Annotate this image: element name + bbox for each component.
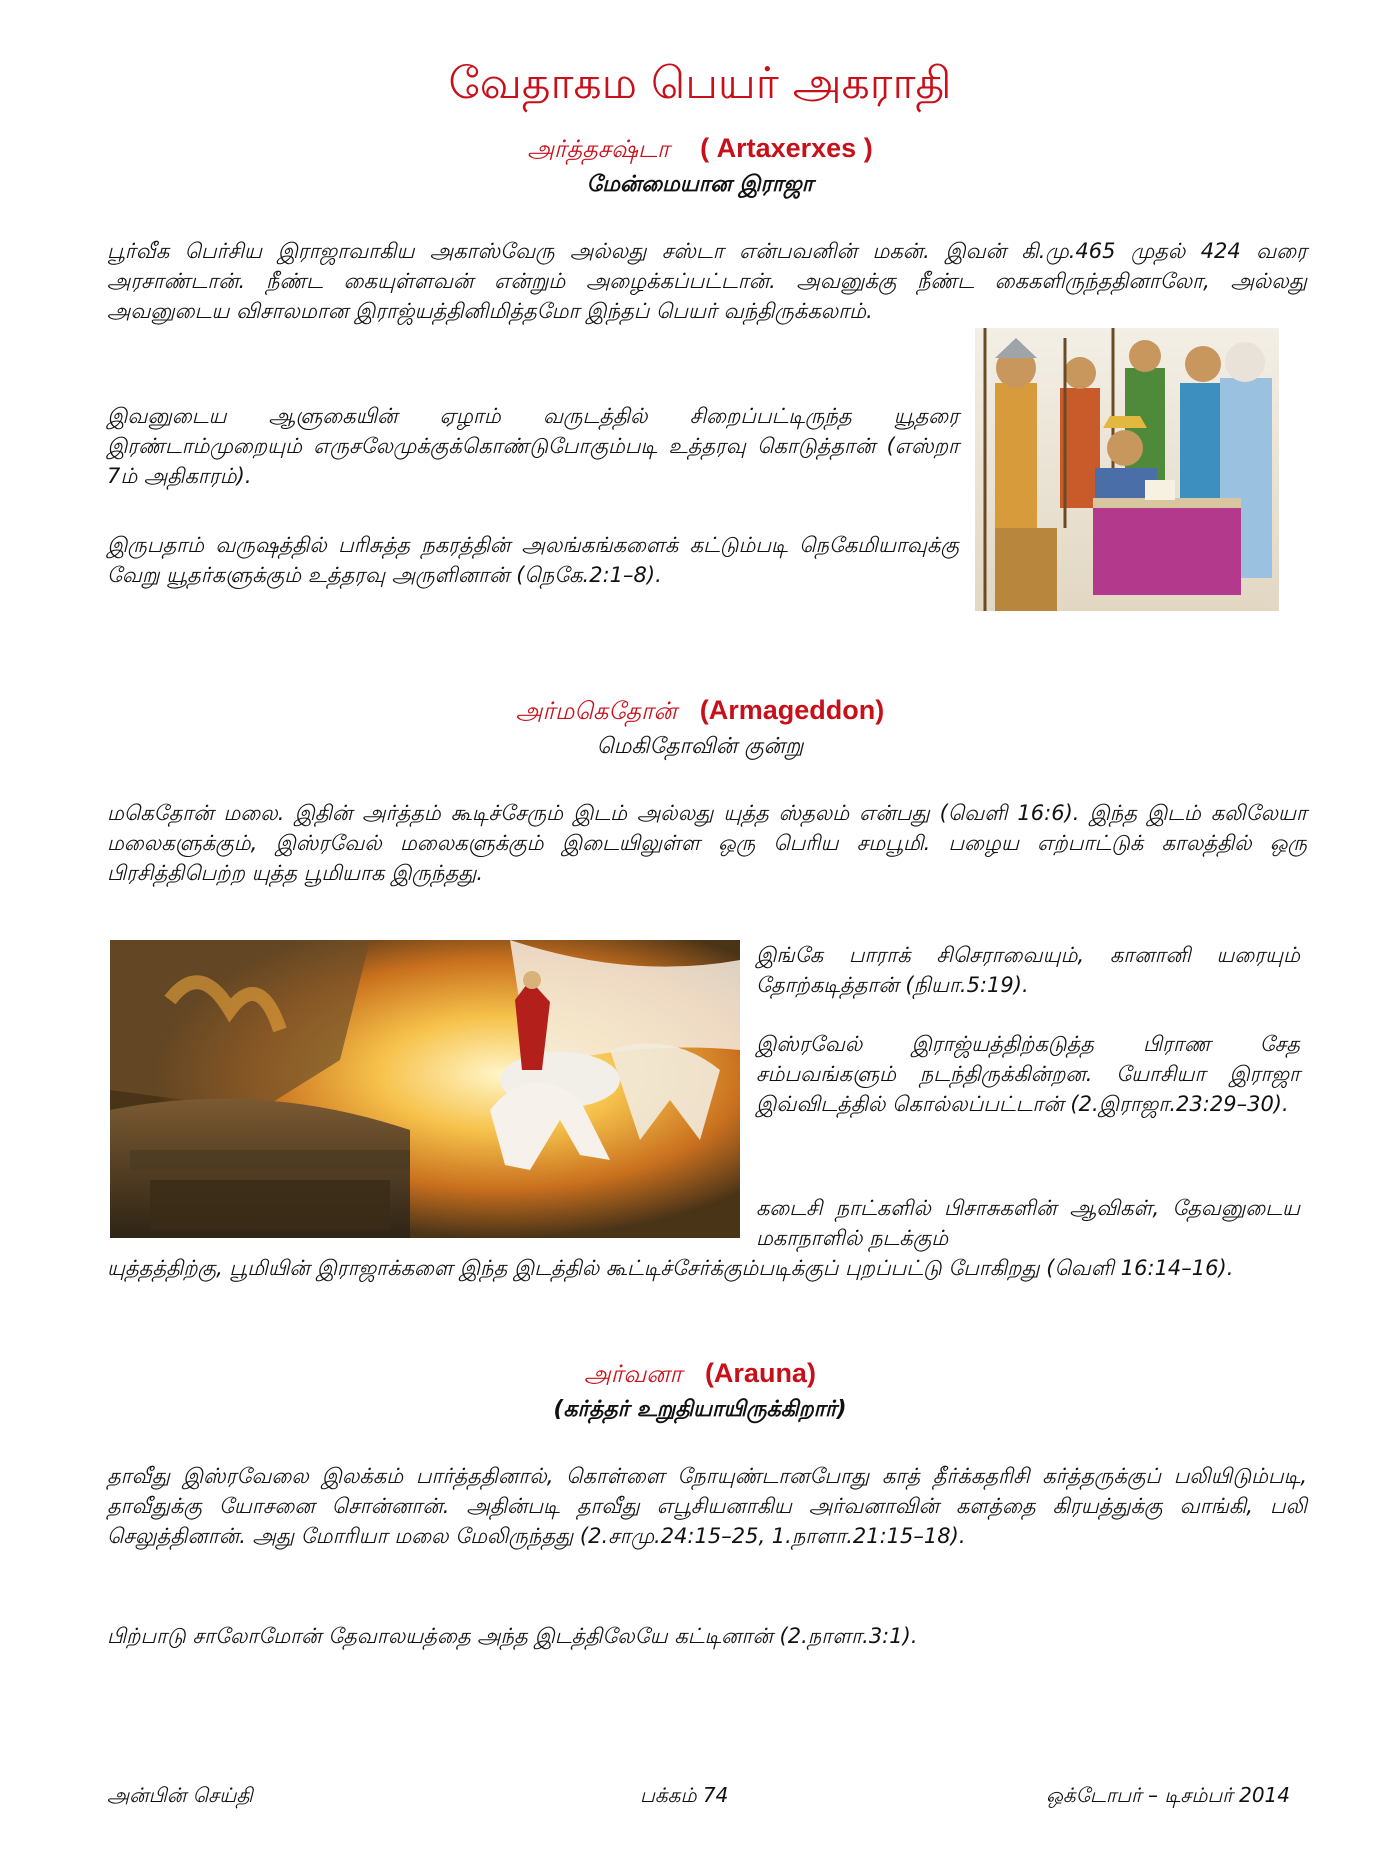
- heading-tamil: அர்வனா: [584, 1360, 683, 1388]
- footer-issue-date: ஒக்டோபர் – டிசம்பர் 2014: [1046, 1783, 1290, 1807]
- paragraph: இங்கே பாராக் சிசெராவையும், கானானி யரையும் தோற்கடித்தான் (நியா.5:19).: [756, 943, 1300, 997]
- section-heading-arauna: [0, 1358, 1400, 1391]
- paragraph: யுத்தத்திற்கு, பூமியின் இராஜாக்களை இந்த இடத்தில் கூட்டிச்சேர்க்கும்படிக்குப் புறப்பட்டு போகிறது (வெளி 16:14–16).: [107, 1256, 1234, 1280]
- section-subtitle: மெகிதோவின் குன்று: [596, 734, 804, 759]
- armageddon-painting: [110, 940, 740, 1238]
- page-title: வேதாகம பெயர் அகராதி: [448, 58, 952, 109]
- heading-tamil: அர்த்தசஷ்டா: [527, 135, 670, 163]
- heading-tamil: அர்மகெதோன்: [515, 697, 677, 725]
- footer-magazine-name: அன்பின் செய்தி: [107, 1783, 253, 1807]
- section-subtitle: மேன்மையான இராஜா: [586, 172, 814, 197]
- paragraph: இருபதாம் வருஷத்தில் பரிசுத்த நகரத்தின் அலங்கங்களைக் கட்டும்படி நெகேமியாவுக்கு வேறு யூதர்களுக்கும் உத்தரவு அருளினான் (நெகே.2:1–8).: [107, 533, 959, 587]
- paragraph: பூர்வீக பெர்சிய இராஜாவாகிய அகாஸ்வேரு அல்லது சஸ்டா என்பவனின் மகன். இவன் கி.மு.465 முதல் 424 வரை அரசாண்டான். நீண்ட கையுள்ளவன் என்றும் அழைக்கப்பட்டான். அவனுக்கு நீண்ட கைகளிருந்ததினாலோ, அல்லது அவனுடைய விசாலமான இராஜ்யத்தினிமித்தமோ இந்தப் பெயர் வந்திருக்கலாம்.: [107, 239, 1307, 323]
- section-subtitle: (கர்த்தர் உறுதியாயிருக்கிறார்): [553, 1397, 847, 1422]
- section-heading-armageddon: [0, 695, 1400, 728]
- artaxerxes-illustration: [975, 328, 1279, 611]
- heading-english: (Arauna): [704, 1358, 816, 1388]
- footer-page-number: பக்கம் 74: [640, 1783, 729, 1807]
- section-heading-artaxerxes: [0, 133, 1400, 166]
- paragraph: இவனுடைய ஆளுகையின் ஏழாம் வருடத்தில் சிறைப்பட்டிருந்த யூதரை இரண்டாம்முறையும் எருசலேமுக்குக்கொண்டுபோகும்படி உத்தரவு கொடுத்தான் (எஸ்றா 7ம் அதிகாரம்).: [107, 404, 959, 488]
- heading-english: ( Artaxerxes ): [700, 133, 873, 163]
- paragraph: தாவீது இஸ்ரவேலை இலக்கம் பார்த்ததினால், கொள்ளை நோயுண்டானபோது காத் தீர்க்கதரிசி கர்த்தருக்குப் பலியிடும்படி, தாவீதுக்கு யோசனை சொன்னான். அதின்படி தாவீது எபூசியனாகிய அர்வனாவின் களத்தை கிரயத்துக்கு வாங்கி, பலி செலுத்தினான். அது மோரியா மலை மேலிருந்தது (2.சாமு.24:15–25, 1.நாளா.21:15–18).: [107, 1464, 1307, 1548]
- paragraph: கடைசி நாட்களில் பிசாசுகளின் ஆவிகள், தேவனுடைய மகாநாளில் நடக்கும்: [756, 1196, 1300, 1250]
- paragraph: பிற்பாடு சாலோமோன் தேவாலயத்தை அந்த இடத்திலேயே கட்டினான் (2.நாளா.3:1).: [107, 1624, 918, 1648]
- paragraph: இஸ்ரவேல் இராஜ்யத்திற்கடுத்த பிராண சேத சம்பவங்களும் நடந்திருக்கின்றன. யோசியா இராஜா இவ்விடத்தில் கொல்லப்பட்டான் (2.இராஜா.23:29–30).: [756, 1032, 1300, 1116]
- paragraph: மகெதோன் மலை. இதின் அர்த்தம் கூடிச்சேரும் இடம் அல்லது யுத்த ஸ்தலம் என்பது (வெளி 16:6). இந்த இடம் கலிலேயா மலைகளுக்கும், இஸ்ரவேல் மலைகளுக்கும் இடையிலுள்ள ஒரு பெரிய சமபூமி. பழைய எற்பாட்டுக் காலத்தில் ஒரு பிரசித்திபெற்ற யுத்த பூமியாக இருந்தது.: [107, 801, 1307, 885]
- heading-english: (Armageddon): [699, 695, 885, 725]
